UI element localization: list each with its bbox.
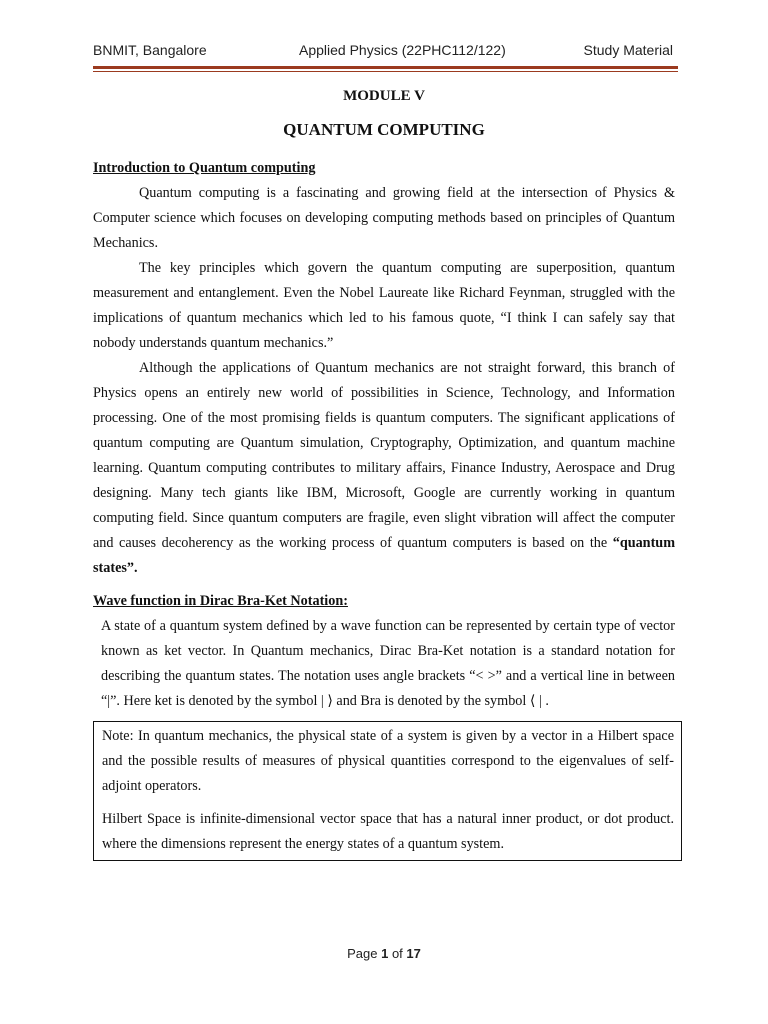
footer-current-page: 1 bbox=[381, 946, 389, 961]
page-title: QUANTUM COMPUTING bbox=[283, 120, 485, 139]
header-institution: BNMIT, Bangalore bbox=[93, 42, 207, 58]
footer-of-label: of bbox=[391, 946, 403, 961]
header-rule-thin bbox=[93, 71, 678, 72]
paragraph-braket: A state of a quantum system defined by a wave function can be represented by certain type of vector known as ket vector. In Quantum mechanics, Dirac Bra-Ket notation is a standard notation for describing the quantum states. The notation uses angle brackets “< >” and a vertical line in between “|”. Here ket is denoted by the symbol | ⟩ and Bra is denoted by the symbol ⟨ | . bbox=[101, 618, 675, 709]
page-header bbox=[93, 42, 673, 62]
module-label: MODULE V bbox=[343, 88, 425, 104]
section-heading-intro: Introduction to Quantum computing bbox=[93, 160, 316, 176]
header-course: Applied Physics (22PHC112/122) bbox=[299, 42, 506, 58]
note-box bbox=[93, 721, 682, 861]
document-body bbox=[93, 84, 675, 861]
footer-page-label: Page bbox=[347, 946, 378, 961]
note-hilbert-state: Note: In quantum mechanics, the physical state of a system is given by a vector in a Hilbert space and the possible results of measures of physical quantities correspond to the eigenvalues of self-adjoint operators. bbox=[102, 728, 674, 794]
paragraph-principles: The key principles which govern the quantum computing are superposition, quantum measurement and entanglement. Even the Nobel Laureate like Richard Feynman, struggled with the implications of quantum mechanics which led to his famous quote, “I think I can safely say that nobody understands quantum mechanics.” bbox=[93, 260, 675, 351]
paragraph-applications-text: Although the applications of Quantum mechanics are not straight forward, this branch of Physics opens an entirely new world of possibilities in Science, Technology, and Information processing. One of the most promising fields is quantum computers. The significant applications of quantum computing are Quantum simulation, Cryptography, Optimization, and quantum machine learning. Quantum computing contributes to military affairs, Finance Industry, Aerospace and Drug designing. Many tech giants like IBM, Microsoft, Google are currently working in quantum computing field. Since quantum computers are fragile, even slight vibration will affect the computer and causes decoherency as the working process of quantum computers is based on the bbox=[93, 360, 675, 551]
header-material-type: Study Material bbox=[583, 42, 673, 58]
header-rule-thick bbox=[93, 66, 678, 69]
paragraph-applications bbox=[93, 356, 675, 581]
paragraph-intro: Quantum computing is a fascinating and growing field at the intersection of Physics & Computer science which focuses on developing computing methods based on principles of Quantum Mechanics. bbox=[93, 185, 675, 251]
section-heading-braket: Wave function in Dirac Bra-Ket Notation: bbox=[93, 593, 348, 609]
quantum-states-emphasis: “quantum states”. bbox=[93, 535, 676, 576]
note-hilbert-space: Hilbert Space is infinite-dimensional vector space that has a natural inner product, or dot product. where the dimensions represent the energy states of a quantum system. bbox=[102, 811, 674, 852]
footer-total-pages: 17 bbox=[406, 946, 421, 961]
page-footer bbox=[0, 946, 768, 961]
